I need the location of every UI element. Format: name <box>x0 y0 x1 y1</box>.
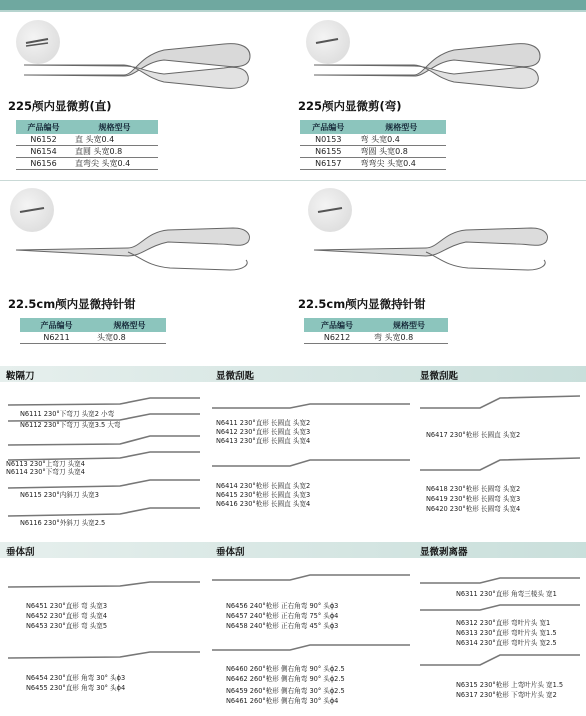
list-item: N6456 240°枪形 正右角弯 90° 头ϕ3 <box>226 602 339 610</box>
col-header: 产品编号 <box>16 120 71 134</box>
list-item: N6461 260°枪形 侧右角弯 30° 头ϕ4 <box>226 697 339 705</box>
list-item: N6413 230°直形 长圆直 头宽4 <box>216 437 311 445</box>
product-code: N6157 <box>300 158 357 170</box>
category-bar <box>0 542 586 558</box>
product-spec: 弯圆 头宽0.8 <box>357 146 446 158</box>
list-item: N6452 230°直形 弯 头宽4 <box>26 612 108 620</box>
product-code: N0153 <box>300 134 357 146</box>
list-item: N6317 230°枪形 下弯叶片头 宽2 <box>456 691 557 699</box>
list-item: N6414 230°枪形 长圆直 头宽2 <box>216 482 311 490</box>
list-item: N6411 230°直形 长圆直 头宽2 <box>216 419 311 427</box>
category-title: 显微刮匙 <box>216 371 255 382</box>
list-item: N6418 230°枪形 长圆弯 头宽2 <box>426 485 521 493</box>
list-item: N6416 230°枪形 长圆直 头宽4 <box>216 500 311 508</box>
col-header: 规格型号 <box>71 120 158 134</box>
product-code: N6152 <box>16 134 71 146</box>
list-item: N6115 230°内斜刀 头宽3 <box>20 491 99 499</box>
list-item: N6417 230°枪形 长圆直 头宽2 <box>426 431 521 439</box>
product-spec: 弯 头宽0.8 <box>370 332 448 344</box>
list-item: N6462 260°枪形 侧右角弯 90° 头ϕ2.5 <box>226 675 345 683</box>
col-header: 产品编号 <box>304 318 370 332</box>
product-code: N6212 <box>304 332 370 344</box>
category-title: 显微剥离器 <box>420 547 468 558</box>
list-item: N6412 230°直形 长圆直 头宽3 <box>216 428 311 436</box>
product-spec: 直圆 头宽0.8 <box>71 146 158 158</box>
product-code: N6154 <box>16 146 71 158</box>
category-title: 垂体刮 <box>216 547 245 558</box>
category-title: 鞍隔刀 <box>6 371 35 382</box>
list-item: N6420 230°枪形 长圆弯 头宽4 <box>426 505 521 513</box>
product-code: N6211 <box>20 332 93 344</box>
list-item: N6454 230°直形 角弯 30° 头ϕ3 <box>26 674 126 682</box>
col-header: 规格型号 <box>357 120 446 134</box>
product-spec: 直弯尖 头宽0.4 <box>71 158 158 170</box>
col-header: 产品编号 <box>20 318 93 332</box>
list-item: N6113 230°上弯刀 头宽4 <box>6 460 85 468</box>
list-item: N6457 240°枪形 正右角弯 75° 头ϕ4 <box>226 612 339 620</box>
product-code: N6156 <box>16 158 71 170</box>
list-item: N6315 230°枪形 上弯叶片头 宽1.5 <box>456 681 564 689</box>
product-spec: 弯弯尖 头宽0.4 <box>357 158 446 170</box>
list-item: N6451 230°直形 弯 头宽3 <box>26 602 108 610</box>
product-code: N6155 <box>300 146 357 158</box>
list-item: N6114 230°下弯刀 头宽4 <box>6 468 85 476</box>
product-title: 22.5cm颅内显微持针钳 <box>8 297 136 311</box>
list-item: N6459 260°枪形 侧右角弯 30° 头ϕ2.5 <box>226 687 345 695</box>
category-title: 显微刮匙 <box>420 371 459 382</box>
col-header: 产品编号 <box>300 120 357 134</box>
list-item: N6455 230°直形 角弯 30° 头ϕ4 <box>26 684 126 692</box>
list-item: N6313 230°直形 弯叶片头 宽1.5 <box>456 629 557 637</box>
category-title: 垂体刮 <box>6 547 35 558</box>
product-spec: 头宽0.8 <box>93 332 166 344</box>
list-item: N6453 230°直形 弯 头宽5 <box>26 622 108 630</box>
list-item: N6311 230°直形 角弯三棱头 宽1 <box>456 590 557 598</box>
product-spec: 弯 头宽0.4 <box>357 134 446 146</box>
product-title: 225颅内显微剪(直) <box>8 99 112 113</box>
list-item: N6111 230°下弯刀 头宽2 小弯 <box>20 410 115 418</box>
list-item: N6415 230°枪形 长圆直 头宽3 <box>216 491 311 499</box>
col-header: 规格型号 <box>93 318 166 332</box>
list-item: N6116 230°外斜刀 头宽2.5 <box>20 519 106 527</box>
list-item: N6460 260°枪形 侧右角弯 90° 头ϕ2.5 <box>226 665 345 673</box>
product-title: 22.5cm颅内显微持针钳 <box>298 297 426 311</box>
product-title: 225颅内显微剪(弯) <box>298 99 402 113</box>
list-item: N6314 230°直形 弯叶片头 宽2.5 <box>456 639 557 647</box>
product-spec: 直 头宽0.4 <box>71 134 158 146</box>
list-item: N6312 230°直形 弯叶片头 宽1 <box>456 619 551 627</box>
list-item: N6419 230°枪形 长圆弯 头宽3 <box>426 495 521 503</box>
list-item: N6458 240°枪形 正右角弯 45° 头ϕ3 <box>226 622 339 630</box>
col-header: 规格型号 <box>370 318 448 332</box>
list-item: N6112 230°下弯刀 头宽3.5 大弯 <box>20 421 121 429</box>
